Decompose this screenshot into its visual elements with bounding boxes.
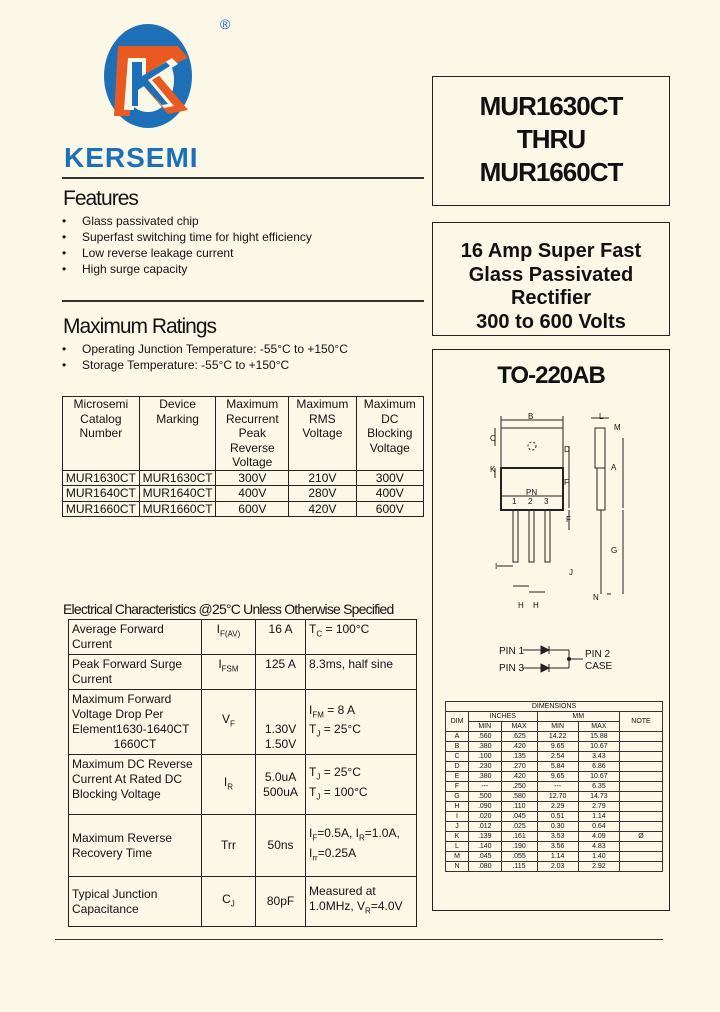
dim-label-C: C [490, 434, 496, 443]
rating-item: • Storage Temperature: -55°C to +150°C [62, 357, 422, 373]
table-cell: 400V [356, 486, 423, 502]
cond-cell: 8.3ms, half sine [306, 655, 417, 690]
cond2-rest: = 100°C [320, 784, 368, 799]
dim-cell: .190 [501, 842, 537, 852]
dim-cell: 14.22 [537, 732, 578, 742]
registered-mark: ® [220, 16, 231, 32]
param-cell: Maximum DC Reverse Current At Rated DC Blocking Voltage [69, 755, 202, 815]
dim-cell [620, 792, 663, 802]
dim-row [446, 782, 663, 792]
dim-cell: 0.64 [578, 822, 619, 832]
dim-sub-header: MAX [578, 722, 619, 732]
dim-cell [620, 802, 663, 812]
dim-cell: 5.84 [537, 762, 578, 772]
symbol-sub: J [230, 899, 235, 909]
value-cell [256, 690, 306, 755]
dim-title-row [446, 702, 663, 712]
dim-row [446, 742, 663, 752]
dim-cell: .090 [469, 802, 502, 812]
footer-rule [55, 939, 663, 940]
desc-line-4: 300 to 600 Volts [476, 311, 626, 333]
dim-note-header: NOTE [620, 712, 663, 732]
header-cell: Maximum DC Blocking Voltage [356, 397, 423, 471]
header-cell: Maximum RMS Voltage [289, 397, 356, 471]
cond-sub: FM [312, 710, 324, 719]
dim-label-J: J [569, 568, 573, 577]
cond: I [309, 702, 313, 717]
dim-row [446, 762, 663, 772]
dim-label-H2: H [533, 601, 539, 610]
rating-item: • Operating Junction Temperature: -55°C to +150°C [62, 341, 422, 357]
cond2-sub: J [316, 729, 321, 739]
cond: I [309, 826, 313, 841]
dim-row [446, 852, 663, 862]
dim-cell: 2.79 [578, 802, 619, 812]
cond-cell [306, 815, 417, 877]
param-text: Maximum Forward Voltage Drop Per Element1630-1640CT [72, 692, 190, 736]
dim-cell: --- [537, 782, 578, 792]
dim-group-mm: MM [537, 712, 619, 722]
dim-cell: 6.86 [578, 762, 619, 772]
dim-label-F1: F [564, 478, 569, 487]
max-ratings-list [62, 341, 422, 373]
feature-item: • Low reverse leakage current [62, 245, 422, 261]
cond: Measured at [309, 884, 376, 899]
table-cell: 600V [216, 501, 289, 517]
dim-cell: B [446, 742, 469, 752]
case-label: CASE [585, 661, 613, 672]
dim-label-M: M [614, 423, 621, 432]
param-cell: Typical Junction Capacitance [69, 877, 202, 927]
dim-cell: --- [469, 782, 502, 792]
value-cell: 16 A [256, 620, 306, 655]
value-1: 5.0uA [264, 769, 297, 784]
desc-line-2: Glass Passivated [468, 264, 634, 286]
table-row [63, 486, 424, 502]
dim-body [446, 732, 663, 872]
dim-cell [620, 772, 663, 782]
electrical-table [68, 619, 417, 927]
dim-cell: E [446, 772, 469, 782]
dim-label-A: A [611, 463, 617, 472]
dim-row [446, 732, 663, 742]
dim-row [446, 772, 663, 782]
cond2-sub: rr [312, 852, 318, 862]
symbol-cell [201, 620, 255, 655]
dim-cell: 14.73 [578, 792, 619, 802]
dim-cell: .045 [501, 812, 537, 822]
ratings-table [62, 396, 424, 517]
table-cell: MUR1640CT [139, 486, 216, 502]
ratings-header-row [63, 397, 424, 471]
dim-cell: Ø [620, 832, 663, 842]
dim-cell: J [446, 822, 469, 832]
table-cell: 300V [356, 470, 423, 486]
dim-cell: 6.35 [578, 782, 619, 792]
table-row [69, 620, 417, 655]
table-cell: MUR1660CT [63, 501, 140, 517]
dim-cell: .380 [469, 772, 502, 782]
table-cell: MUR1660CT [139, 501, 216, 517]
cond2: T [309, 722, 317, 736]
dim-cell: G [446, 792, 469, 802]
dim-cell: .025 [501, 822, 537, 832]
dim-cell [620, 782, 663, 792]
value-cell: 50ns [256, 815, 306, 877]
dim-cell: 2.29 [537, 802, 578, 812]
cond-rest-2: =1.0A, [364, 826, 400, 841]
dim-label-G: G [611, 546, 618, 555]
symbol-cell [201, 877, 255, 927]
dim-cell: .110 [501, 802, 537, 812]
dim-label-I: I [495, 562, 498, 571]
brand-name: KERSEMI [64, 142, 199, 173]
cond2-sub: J [316, 791, 321, 801]
param-cell: Average Forward Current [69, 620, 202, 655]
table-row [69, 877, 417, 927]
value-1: 1.30V [264, 722, 297, 736]
dim-cell: .135 [501, 752, 537, 762]
header-rule [62, 177, 424, 179]
dim-cell: 9.65 [537, 772, 578, 782]
dim-cell: .100 [469, 752, 502, 762]
cond-rest: = 8 A [323, 702, 355, 717]
dim-label-D: D [564, 445, 570, 454]
cond2: T [309, 784, 317, 799]
dim-cell [620, 842, 663, 852]
features-rule [62, 300, 424, 302]
table-cell: 210V [289, 470, 356, 486]
dim-cell: D [446, 762, 469, 772]
cond2: 1.0MHz, V [309, 899, 366, 914]
dim-cell: 1.14 [578, 812, 619, 822]
dim-label-B: B [528, 412, 534, 421]
cond2: I [309, 845, 313, 860]
symbol: I [223, 774, 228, 789]
cond2-rest: =0.25A [317, 845, 357, 860]
table-cell: MUR1630CT [139, 470, 216, 486]
description-box [432, 222, 670, 336]
dim-cell: .080 [469, 862, 502, 872]
dim-group-inches: INCHES [469, 712, 538, 722]
dim-label-N: N [593, 593, 599, 602]
title-line-1: MUR1630CT [479, 91, 623, 121]
dim-row [446, 862, 663, 872]
table-row [63, 470, 424, 486]
cond: T [309, 765, 317, 780]
cond-cell [306, 755, 417, 815]
cond2-rest: = 25°C [320, 722, 361, 736]
dim-cell: .115 [501, 862, 537, 872]
table-cell: 420V [289, 501, 356, 517]
header-cell: Microsemi Catalog Number [63, 397, 140, 471]
dim-title: DIMENSIONS [446, 702, 663, 712]
table-cell: 600V [356, 501, 423, 517]
dim-col-header: DIM [446, 712, 469, 732]
cond-sub: C [316, 629, 323, 639]
dim-row [446, 822, 663, 832]
dim-row [446, 792, 663, 802]
dim-cell: L [446, 842, 469, 852]
feature-item: • High surge capacity [62, 261, 422, 277]
dim-cell: .580 [501, 792, 537, 802]
dim-cell: 4.09 [578, 832, 619, 842]
dim-cell: 3.56 [537, 842, 578, 852]
dim-group-row [446, 712, 663, 722]
dim-cell: .560 [469, 732, 502, 742]
dim-row [446, 832, 663, 842]
dim-cell: .270 [501, 762, 537, 772]
feature-item: • Glass passivated chip [62, 213, 422, 229]
table-row [63, 501, 424, 517]
value-2: 500uA [263, 784, 298, 799]
dim-cell: .161 [501, 832, 537, 842]
dim-cell: 0.51 [537, 812, 578, 822]
symbol: V [221, 712, 230, 727]
cond: T [309, 622, 317, 636]
param-cell [69, 690, 202, 755]
dim-cell: .420 [501, 772, 537, 782]
dim-cell [620, 762, 663, 772]
pkg-pin-label-1: 1 [512, 497, 517, 506]
dim-row [446, 802, 663, 812]
pkg-pin-label-3: 3 [544, 497, 549, 506]
dim-label-F2: F [566, 515, 571, 524]
dim-cell: .420 [501, 742, 537, 752]
dim-cell [620, 862, 663, 872]
symbol: C [222, 891, 231, 906]
dim-cell: 15.88 [578, 732, 619, 742]
pin2-label: PIN 2 [585, 649, 611, 660]
dim-cell: I [446, 812, 469, 822]
dim-cell [620, 742, 663, 752]
dim-cell: 1.40 [578, 852, 619, 862]
symbol: I [218, 657, 222, 671]
value-2: 1.50V [264, 737, 297, 751]
dim-cell: 3.43 [578, 752, 619, 762]
dim-cell: 2.03 [537, 862, 578, 872]
features-title: Features [63, 187, 138, 210]
cond-rest: = 100°C [322, 622, 370, 636]
dim-cell: .500 [469, 792, 502, 802]
dim-cell: 2.54 [537, 752, 578, 762]
dimensions-table [445, 701, 663, 872]
table-cell: MUR1640CT [63, 486, 140, 502]
cond2-sub: R [365, 906, 371, 916]
dim-cell: .625 [501, 732, 537, 742]
param-cell: Peak Forward Surge Current [69, 655, 202, 690]
cond-cell [306, 620, 417, 655]
dim-cell: 2.92 [578, 862, 619, 872]
dim-cell: A [446, 732, 469, 742]
title-line-2: THRU [516, 124, 586, 154]
symbol-sub: F [230, 719, 235, 729]
company-logo [60, 18, 250, 178]
dim-cell: .140 [469, 842, 502, 852]
dim-row [446, 752, 663, 762]
value-cell [256, 755, 306, 815]
table-row [69, 690, 417, 755]
pin3-label: PIN 3 [499, 663, 525, 674]
table-row [69, 755, 417, 815]
dim-cell [620, 752, 663, 762]
table-cell: 400V [216, 486, 289, 502]
symbol: I [216, 622, 220, 636]
dim-cell: K [446, 832, 469, 842]
dim-cell: .380 [469, 742, 502, 752]
dim-cell: 9.65 [537, 742, 578, 752]
pin1-label: PIN 1 [499, 646, 525, 657]
desc-line-3: Rectifier [510, 287, 592, 309]
cond-sub: F [312, 833, 318, 843]
dim-row [446, 812, 663, 822]
symbol-sub: R [227, 782, 233, 792]
header-cell: Maximum Recurrent Peak Reverse Voltage [216, 397, 289, 471]
dim-row [446, 842, 663, 852]
symbol-cell: Trr [201, 815, 255, 877]
dim-cell: H [446, 802, 469, 812]
max-ratings-title: Maximum Ratings [63, 315, 217, 338]
dim-sub-header: MIN [469, 722, 502, 732]
features-list [62, 213, 422, 277]
dim-label-H1: H [518, 601, 524, 610]
dim-cell: 3.53 [537, 832, 578, 842]
table-cell: 300V [216, 470, 289, 486]
dim-cell: C [446, 752, 469, 762]
dim-cell [620, 812, 663, 822]
part-number-box [432, 76, 670, 206]
header-cell: Device Marking [139, 397, 216, 471]
dim-cell: 12.70 [537, 792, 578, 802]
param-cell: Maximum Reverse Recovery Time [69, 815, 202, 877]
dim-label-K: K [490, 465, 496, 474]
dim-cell [620, 822, 663, 832]
value-cell: 125 A [256, 655, 306, 690]
dim-cell: .045 [469, 852, 502, 862]
feature-item: • Superfast switching time for hight efficiency [62, 229, 422, 245]
cond2-rest: =4.0V [370, 899, 403, 914]
table-cell: 280V [289, 486, 356, 502]
cond-rest: = 25°C [320, 765, 361, 780]
dim-cell: .020 [469, 812, 502, 822]
table-row [69, 815, 417, 877]
cond-cell [306, 690, 417, 755]
dim-cell: .055 [501, 852, 537, 862]
desc-line-1: 16 Amp Super Fast [460, 240, 642, 262]
symbol-cell [201, 655, 255, 690]
dim-cell: 0.30 [537, 822, 578, 832]
dim-cell: 1.14 [537, 852, 578, 862]
dim-cell: 10.67 [578, 772, 619, 782]
table-cell: MUR1630CT [63, 470, 140, 486]
symbol-sub: FSM [221, 664, 239, 674]
symbol-sub: F(AV) [219, 629, 241, 639]
cond-sub-2: R [358, 833, 365, 843]
package-outline-drawing [483, 408, 663, 608]
package-box [432, 349, 670, 911]
package-name: TO-220AB [497, 362, 605, 389]
dim-cell: .139 [469, 832, 502, 842]
title-line-3: MUR1660CT [479, 157, 623, 187]
dim-cell: M [446, 852, 469, 862]
table-row [69, 655, 417, 690]
symbol-cell [201, 755, 255, 815]
package-pn-label: PN [526, 488, 538, 497]
cond-sub: J [316, 772, 321, 782]
param-text-2: 1660CT [113, 737, 157, 751]
dim-sub-header: MIN [537, 722, 578, 732]
dim-cell: .250 [501, 782, 537, 792]
cond-cell [306, 877, 417, 927]
dim-cell: N [446, 862, 469, 872]
electrical-title: Electrical Characteristics @25°C Unless Otherwise Specified [63, 601, 394, 617]
dim-label-L: L [599, 412, 604, 421]
pkg-pin-label-2: 2 [528, 497, 533, 506]
dim-sub-header: MAX [501, 722, 537, 732]
dim-cell: .012 [469, 822, 502, 832]
dim-cell: F [446, 782, 469, 792]
diode-schematic-icon [523, 644, 593, 674]
dim-cell [620, 852, 663, 862]
dim-cell [620, 732, 663, 742]
symbol-cell [201, 690, 255, 755]
dim-cell: .230 [469, 762, 502, 772]
value-cell: 80pF [256, 877, 306, 927]
dim-cell: 10.67 [578, 742, 619, 752]
cond-rest: =0.5A, I [317, 826, 359, 841]
dim-cell: 4.83 [578, 842, 619, 852]
